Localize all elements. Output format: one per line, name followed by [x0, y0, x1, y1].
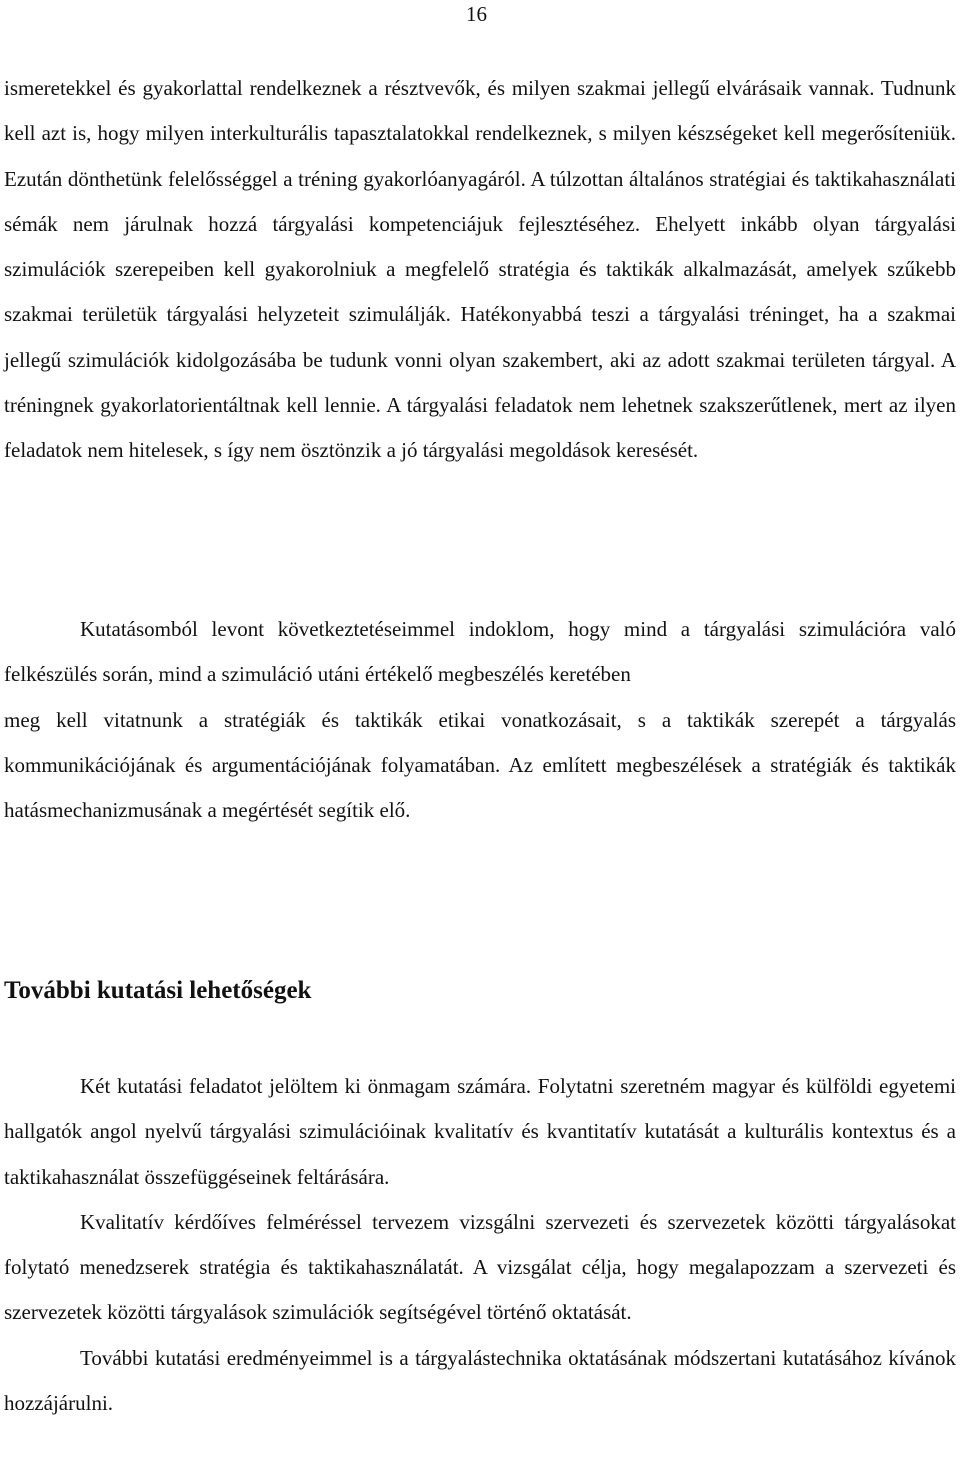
- paragraph-research-tasks: Két kutatási feladatot jelöltem ki önmagam számára. Folytatni szeretném magyar és külföldi egyetemi hallgatók angol nyelvű tárgyalási szimulációinak kvalitatív és kvantitatív kutatását a kulturális kontextus és a taktikahasználat összefüggéseinek feltárására.: [4, 1074, 956, 1189]
- paragraph-methodology: További kutatási eredményeimmel is a tárgyalástechnika oktatásának módszertani kutatásához kívánok hozzájárulni.: [4, 1345, 956, 1416]
- page-number: 16: [466, 2, 487, 26]
- paragraph-survey: Kvalitatív kérdőíves felméréssel tervezem vizsgálni szervezeti és szervezetek közötti tárgyalásokat folytató menedzserek stratégia és taktikahasználatát. A vizsgálat célja, hogy megalapozzam a szervezeti és szervezetek közötti tárgyalások szimulációk segítségével történő oktatását.: [4, 1209, 956, 1325]
- text-block-conclusions: [4, 607, 956, 833]
- text-block-further-research: [4, 1064, 956, 1426]
- text-block-continuation: [4, 66, 956, 474]
- section-heading: További kutatási lehetőségek: [4, 977, 312, 1004]
- paragraph-conclusions: Kutatásomból levont következtetéseimmel indoklom, hogy mind a tárgyalási szimulációra való felkészülés során, mind a szimuláció utáni értékelő megbeszélés keretében: [4, 617, 956, 687]
- paragraph-ethics: meg kell vitatnunk a stratégiák és taktikák etikai vonatkozásait, s a taktikák szerepét a tárgyalás kommunikációjának és argumentációjának folyamatában. Az említett megbeszélések a stratégiák és taktikák hatásmechanizmusának a megértését segítik elő.: [4, 707, 956, 823]
- paragraph-continuation: ismeretekkel és gyakorlattal rendelkeznek a résztvevők, és milyen szakmai jellegű elvárásaik vannak. Tudnunk kell azt is, hogy milyen interkulturális tapasztalatokkal rendelkeznek, s milyen készségeket kell megerősíteniük. Ezután dönthetünk felelősséggel a tréning gyakorlóanyagáról. A túlzottan általános stratégiai és taktikahasználati sémák nem járulnak hozzá tárgyalási kompetenciájuk fejlesztéséhez. Ehelyett inkább olyan tárgyalási szimulációk szerepeiben kell gyakorolniuk a megfelelő stratégia és taktikák alkalmazását, amelyek szűkebb szakmai területük tárgyalási helyzeteit szimulálják. Hatékonyabbá teszi a tárgyalási tréninget, ha a szakmai jellegű szimulációk kidolgozásába be tudunk vonni olyan szakembert, aki az adott szakmai területen tárgyal. A tréningnek gyakorlatorientáltnak kell lennie. A tárgyalási feladatok nem lehetnek szakszerűtlenek, mert az ilyen feladatok nem hitelesek, s így nem ösztönzik a jó tárgyalási megoldások keresését.: [4, 76, 956, 463]
